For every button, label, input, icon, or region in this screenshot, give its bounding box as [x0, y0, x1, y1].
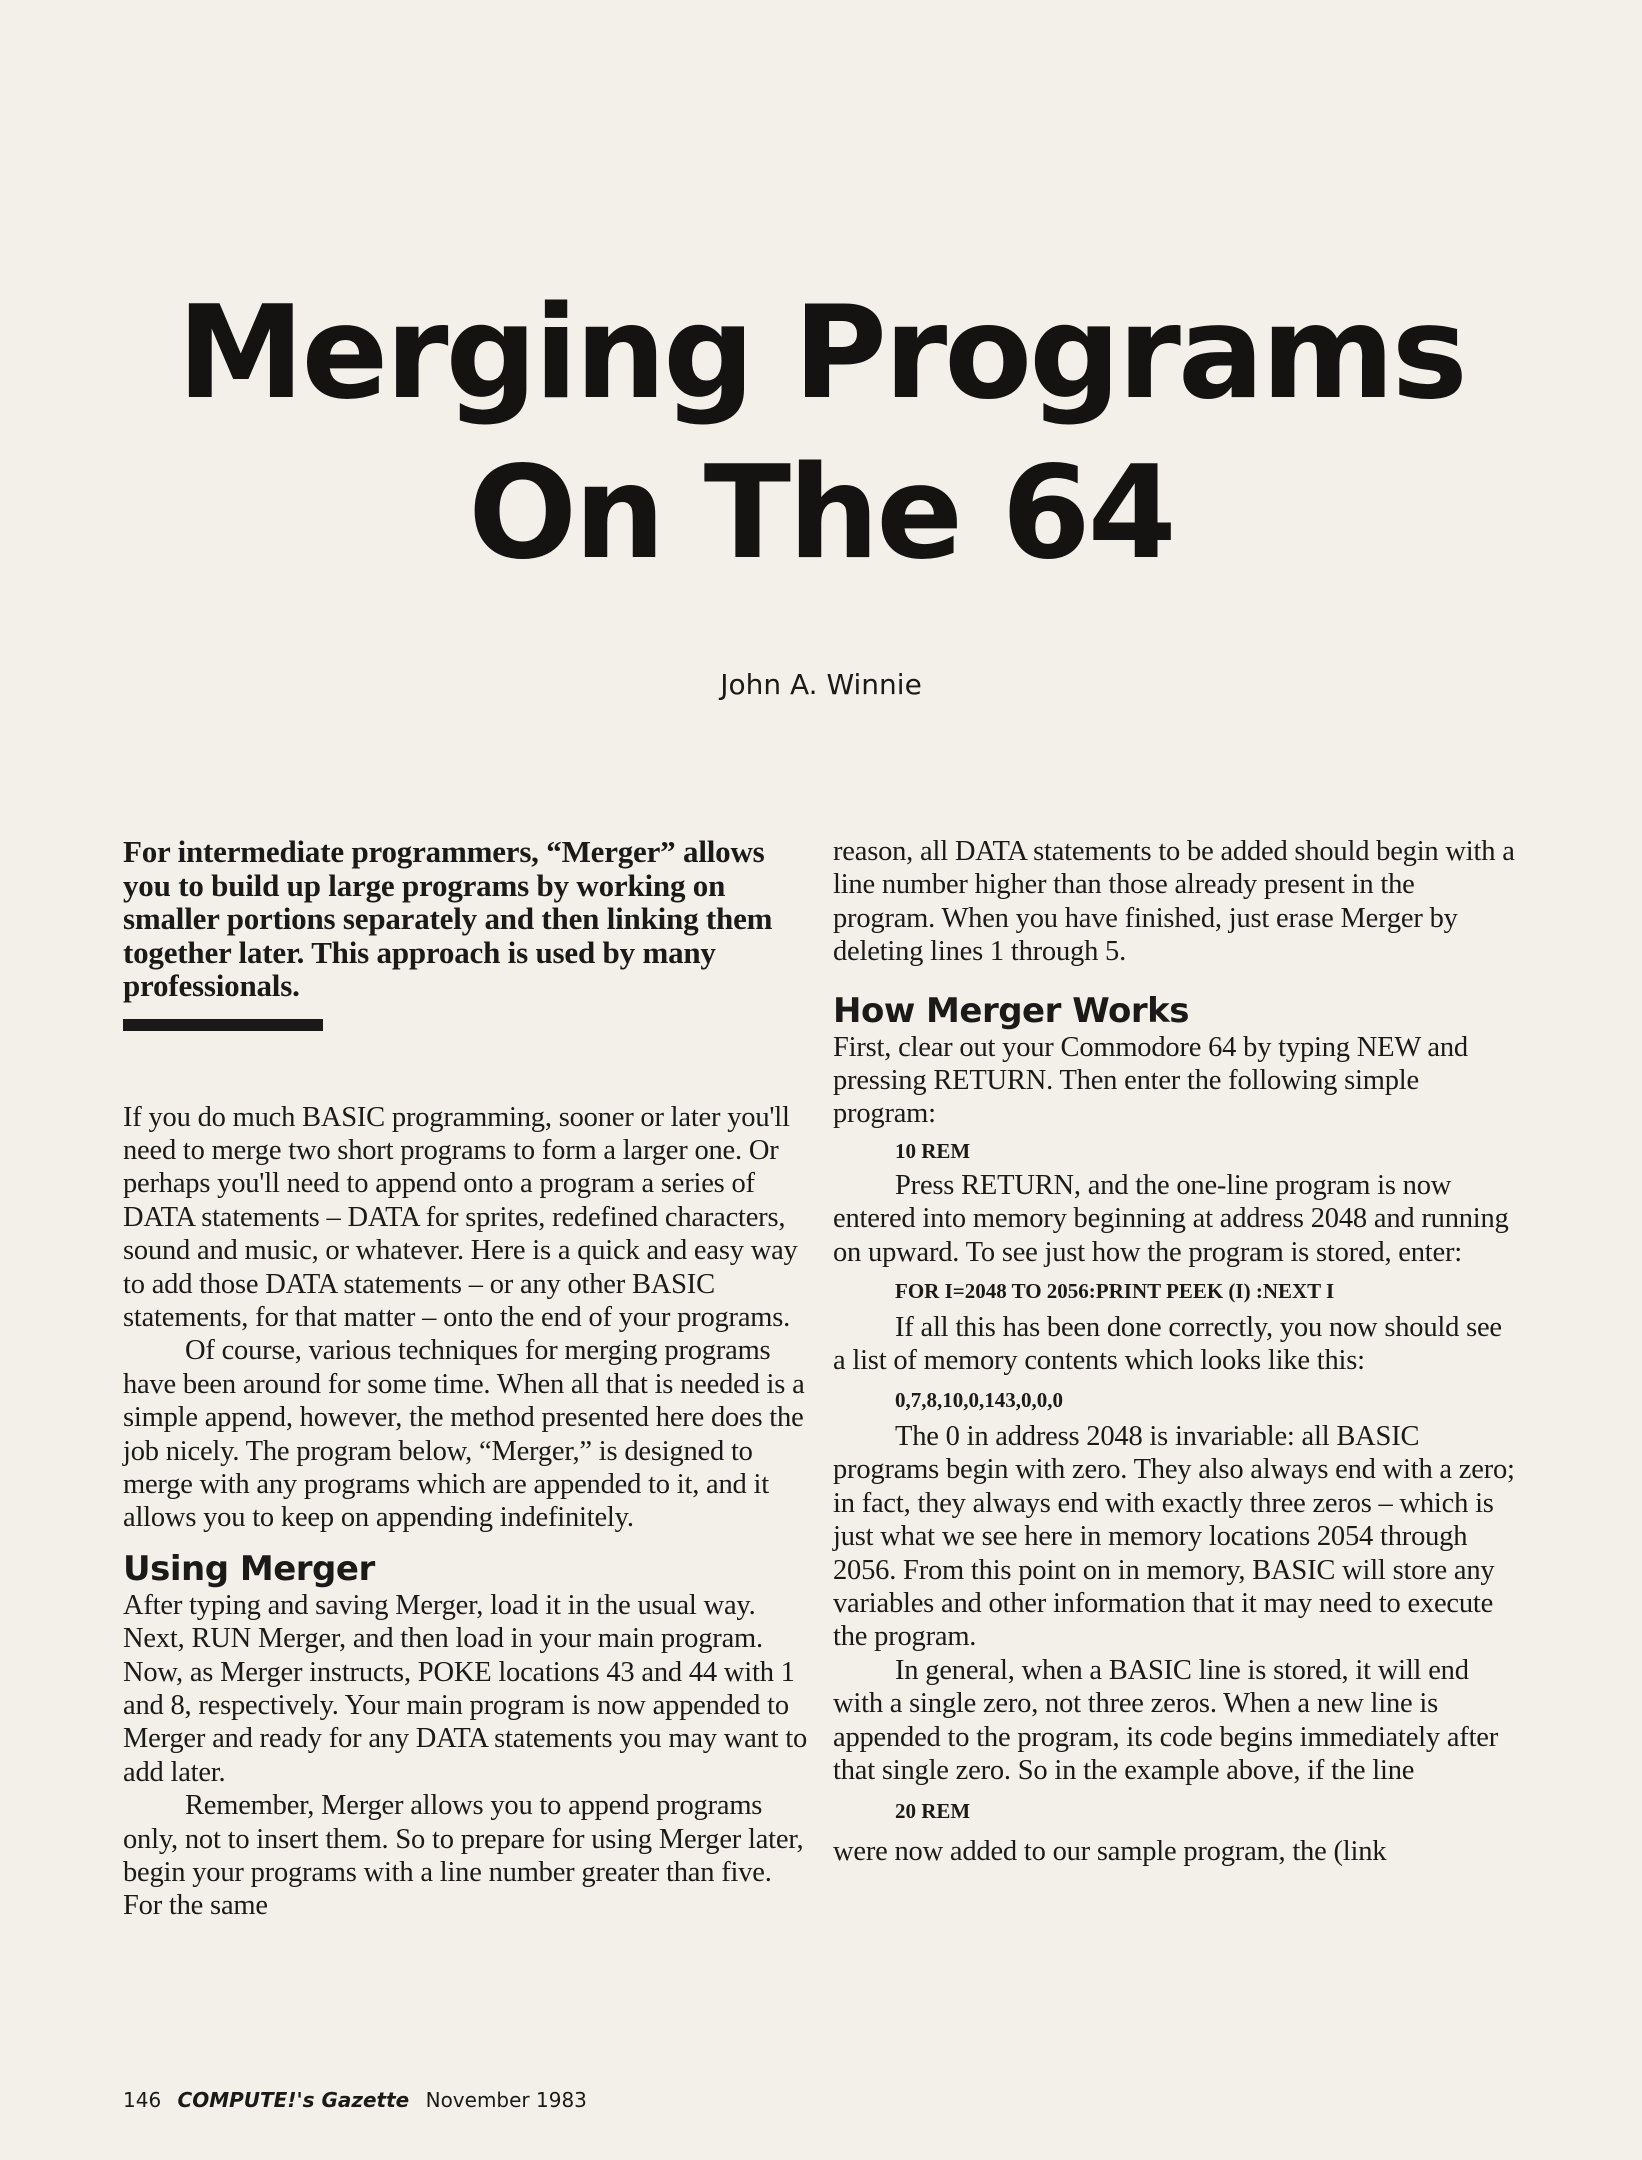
body-paragraph: Of course, various techniques for merging programs have been around for some time. When all that is needed is a simple append, however, the method presented here does the job nicely. The program below, “Merger,” is designed to merge with any programs which are appended to it, and it allows you to keep on appending indefinitely. [123, 1335, 805, 1534]
body-paragraph: If all this has been done correctly, you now should see a list of memory contents which looks like this: [833, 1312, 1502, 1377]
body-paragraph: The 0 in address 2048 is invariable: all BASIC programs begin with zero. They also always end with a zero; in fact, they always end with exactly three zeros – which is just what we see here in memory locations 2054 through 2056. From this point on in memory, BASIC will store any variables and other information that it may need to execute the program. [833, 1420, 1515, 1653]
body-paragraph: were now added to our sample program, the (link [833, 1836, 1387, 1868]
code-listing: 0,7,8,10,0,143,0,0,0 [895, 1387, 1063, 1412]
page-footer [123, 2088, 597, 2112]
article-title-line-1: Merging Programs [177, 279, 1465, 428]
body-paragraph: Remember, Merger allows you to append programs only, not to insert them. So to prepare for using Merger later, begin your programs with a line number greater than five. For the same [123, 1790, 804, 1922]
page-number: 146 [123, 2088, 162, 2112]
body-paragraph: In general, when a BASIC line is stored, it will end with a single zero, not three zeros. When a new line is appended to the program, its code begins immediately after that single zero. So in the example above, if the line [833, 1654, 1499, 1786]
magazine-name: COMPUTE!'s Gazette [177, 2088, 410, 2112]
body-paragraph: If you do much BASIC programming, sooner or later you'll need to merge two short programs to form a larger one. Or perhaps you'll need to append onto a program a series of DATA statements – DATA for sprites, redefined characters, sound and music, or whatever. Here is a quick and easy way to add those DATA statements – or any other BASIC statements, for that matter – onto the end of your programs. [123, 1101, 798, 1333]
body-paragraph: First, clear out your Commodore 64 by typing NEW and pressing RETURN. Then enter the following simple program: [833, 1031, 1468, 1130]
issue-date: November 1983 [425, 2088, 587, 2112]
code-listing: FOR I=2048 TO 2056:PRINT PEEK (I) :NEXT I [895, 1279, 1335, 1304]
section-heading-using-merger: Using Merger [123, 1548, 375, 1589]
right-column [833, 835, 1518, 1869]
body-paragraph: Press RETURN, and the one-line program is now entered into memory beginning at address 2048 and running on upward. To see just how the program is stored, enter: [833, 1169, 1509, 1268]
intro-rule [123, 1019, 323, 1031]
intro-blurb: For intermediate programmers, “Merger” allows you to build up large programs by working on smaller portions separately and then linking them together later. This approach is used by many professionals. [123, 834, 773, 1003]
author-byline: John A. Winnie [720, 668, 922, 701]
body-paragraph: reason, all DATA statements to be added should begin with a line number higher than those already present in the program. When you have finished, just erase Merger by deleting lines 1 through 5. [833, 836, 1515, 968]
article-title-line-2: On The 64 [468, 439, 1174, 588]
section-heading-how-merger-works: How Merger Works [833, 990, 1189, 1031]
code-listing: 10 REM [895, 1138, 971, 1163]
code-listing: 20 REM [895, 1799, 971, 1824]
body-paragraph: After typing and saving Merger, load it in the usual way. Next, RUN Merger, and then load in your main program. Now, as Merger instructs, POKE locations 43 and 44 with 1 and 8, respectively. Your main program is now appended to Merger and ready for any DATA statements you may want to add later. [123, 1589, 808, 1788]
left-column [123, 835, 808, 1923]
